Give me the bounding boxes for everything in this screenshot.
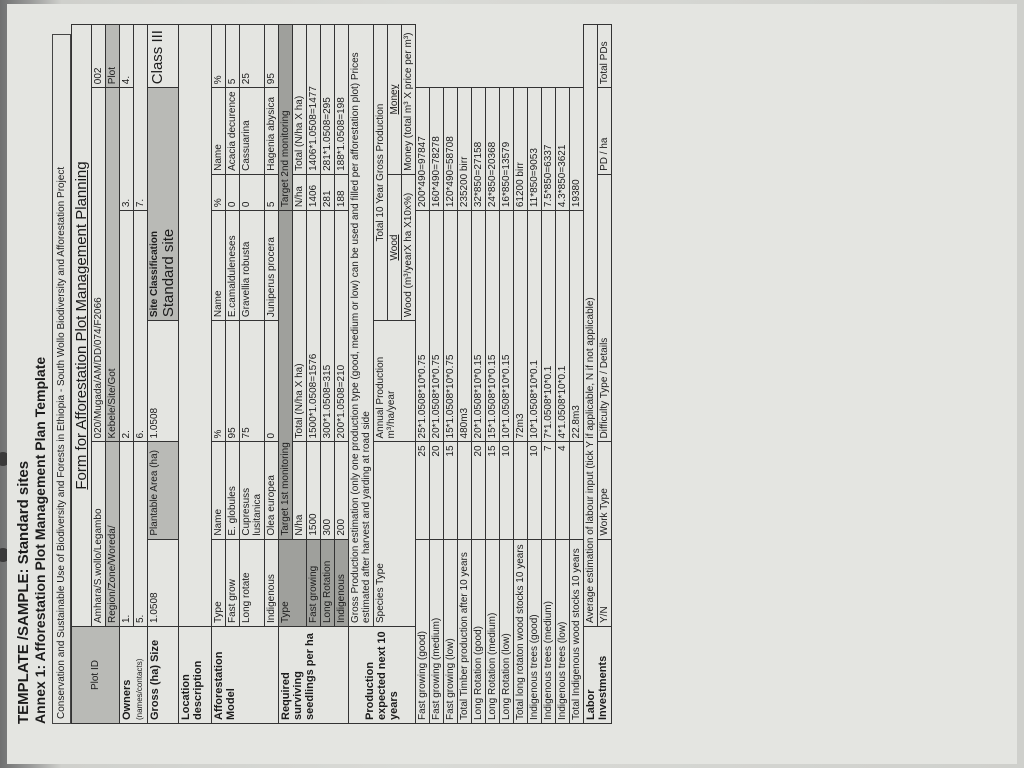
labor-header: Difficulty Type / Details	[598, 174, 612, 442]
production-cell: 15	[486, 442, 500, 539]
production-cell	[458, 442, 472, 539]
production-cell: 10*1.0508*10*0.1	[528, 211, 542, 442]
labor-header: PD / ha	[598, 88, 612, 175]
seed-cell: 300	[321, 442, 335, 539]
wood-header: Wood	[388, 174, 402, 320]
labor-header: Y/N	[598, 539, 612, 626]
plot-form-table	[71, 24, 612, 724]
production-cell: 20*1.0508*10*0.75	[430, 211, 444, 442]
annual-header: Annual Production m³/ha/year	[374, 321, 416, 442]
afm-cell: Gravellia robusta	[240, 211, 265, 321]
seed-cell: 300*1.0508=315	[321, 211, 335, 442]
afm-cell: Long rotate	[240, 539, 265, 626]
afm-header: %	[212, 174, 226, 210]
production-cell: 4*1.0508*10*0.1	[556, 211, 570, 442]
production-cell: 22.8m3	[570, 211, 584, 442]
wood-sub-header: Wood (m³/yearX ha X10x%)	[402, 174, 416, 320]
production-cell: 25*1.0508*10*0.75	[416, 211, 430, 442]
production-cell: Total Indigenous wood stocks 10 years	[570, 539, 584, 723]
location-label: Location description	[179, 627, 212, 724]
production-cell: 19380	[570, 88, 584, 211]
seed-cell: 200*1.0508=210	[335, 211, 349, 442]
seed-cell: 281	[321, 174, 335, 210]
production-row	[500, 25, 514, 724]
seed-cell: 188	[335, 174, 349, 210]
plot-id-label: Plot ID	[72, 627, 120, 724]
labor-header: Work Type	[598, 442, 612, 539]
production-cell: Indigenous trees (low)	[556, 539, 570, 723]
seed-cell: 188*1.0508=198	[335, 25, 349, 175]
production-row	[458, 25, 472, 724]
afforestation-model-label: Afforestation Model	[212, 627, 279, 724]
kebele-value: 020/Mugada/AM/DD/074/F2066	[92, 88, 106, 442]
afm-cell: 5	[226, 25, 240, 88]
afm-header: Type	[212, 539, 226, 626]
production-cell: 10*1.0508*10*0.15	[500, 211, 514, 442]
production-cell: Total long rotaton wood stocks 10 years	[514, 539, 528, 723]
plot-label: Plot	[106, 25, 120, 88]
labor-label: Labor Investments	[584, 627, 612, 724]
production-cell: 24*850=20368	[486, 88, 500, 211]
production-row	[556, 25, 570, 724]
labor-avg: Average estimation of labour input (tick Y if applicable, N if not applicable)	[584, 25, 598, 627]
afm-cell: E. globules	[226, 442, 240, 539]
site-class: Site Classification Standard site	[148, 88, 179, 321]
production-cell: 20*1.0508*10*0.15	[472, 211, 486, 442]
production-cell: Long Rotation (low)	[500, 539, 514, 723]
afm-cell: 95	[226, 321, 240, 442]
production-note: Gross Production estimation (only one production type (good, medium or low) can be used and filled per afforestation plot) Prices estimated after harvest and yarding at road side	[349, 25, 374, 627]
seed-sub-header: N/ha	[293, 442, 307, 539]
production-cell: 15*1.0508*10*0.75	[444, 211, 458, 442]
production-row	[486, 25, 500, 724]
production-cell: 72m3	[514, 211, 528, 442]
afm-cell: E.camalduleneses	[226, 211, 240, 321]
afm-cell: 75	[240, 321, 265, 442]
annex-title: Annex 1: Afforestation Plot Management Plan Template	[32, 356, 48, 724]
production-cell: 4.3*850=3621	[556, 88, 570, 211]
afm-cell: Fast grow	[226, 539, 240, 626]
owner-4: 4.	[120, 25, 134, 88]
seed-type-header: Type	[279, 539, 307, 626]
afm-header: %	[212, 25, 226, 88]
production-row	[514, 25, 528, 724]
production-cell: 10	[528, 442, 542, 539]
production-row	[416, 25, 430, 724]
template-title: TEMPLATE /SAMPLE: Standard sites	[15, 460, 32, 724]
production-cell: Long Rotation (good)	[472, 539, 486, 723]
production-cell: Indigenous trees (medium)	[542, 539, 556, 723]
labor-header: Total PDs	[598, 25, 612, 88]
production-cell: 20	[430, 442, 444, 539]
owner-3: 3.	[120, 88, 134, 211]
afm-cell: 0	[240, 174, 265, 210]
afm-cell: Cupresuss lusitanica	[240, 442, 265, 539]
owner-7: 7.	[134, 25, 148, 211]
production-cell: Total Timber production after 10 years	[458, 539, 472, 723]
plantable-label: Plantable Area (ha)	[148, 442, 179, 539]
class-value: Class III	[148, 25, 179, 88]
seed-cell: Long Rotation	[321, 539, 335, 626]
seed-cell: 1406*1.0508=1477	[307, 25, 321, 175]
kebele-label: Kebele/Site/Got	[106, 88, 120, 442]
afm-cell: 5	[265, 174, 279, 210]
production-row	[472, 25, 486, 724]
seed-cell: 200	[335, 442, 349, 539]
afm-cell: Olea europea	[265, 442, 279, 539]
production-cell: 15	[444, 442, 458, 539]
money-header: Money	[388, 25, 402, 175]
afm-cell: 0	[226, 174, 240, 210]
production-row	[570, 25, 584, 724]
production-cell: 61200 birr	[514, 88, 528, 211]
region-label: Region/Zone/Woreda/	[106, 442, 120, 627]
owner-2: 2.	[120, 211, 134, 442]
afm-header: %	[212, 321, 226, 442]
owner-5: 5.	[134, 442, 148, 627]
production-label: Production expected next 10 years	[349, 627, 416, 724]
plantable-value: 1.0508	[148, 321, 179, 442]
afm-cell: 95	[265, 25, 279, 88]
afm-cell: Indigenous	[265, 539, 279, 626]
species-type-header: Species Type	[374, 442, 416, 627]
production-cell: 480m3	[458, 211, 472, 442]
plot-no-value: 002	[92, 25, 106, 88]
total-gross-header: Total 10 Year Gross Production	[374, 25, 388, 321]
afm-header: Name	[212, 88, 226, 175]
owners-label: Owners (names/contacts)	[120, 627, 148, 724]
seedlings-label: Required surviving seedlings per ha	[279, 627, 349, 724]
production-row	[528, 25, 542, 724]
owner-1: 1.	[120, 442, 134, 627]
seed-sub-header: Total (N/ha X ha)	[293, 211, 307, 442]
production-cell: 120*490=58708	[444, 88, 458, 211]
production-cell: Fast growing (good)	[416, 539, 430, 723]
location-value	[179, 25, 212, 627]
production-cell	[570, 442, 584, 539]
money-sub-header: Money (total m³ X price per m³)	[402, 25, 416, 175]
afm-cell: 25	[240, 25, 265, 88]
production-row	[542, 25, 556, 724]
target-2-header: Target 2nd monitoring	[279, 25, 293, 211]
document-page	[7, 4, 1017, 764]
afm-header: Name	[212, 211, 226, 321]
seed-sub-header: Total (N/ha X ha)	[293, 25, 307, 175]
production-cell: 15*1.0508*10*0.15	[486, 211, 500, 442]
seed-cell: Fast growing	[307, 539, 321, 626]
production-cell: 16*850=13579	[500, 88, 514, 211]
production-cell: 200*490=97847	[416, 88, 430, 211]
production-row	[444, 25, 458, 724]
afm-cell: Hagenia abysica	[265, 88, 279, 175]
gross-size-label: Gross (ha) Size	[148, 627, 179, 724]
seed-cell: 1500*1.0508=1576	[307, 211, 321, 442]
production-cell: 7*1.0508*10*0.1	[542, 211, 556, 442]
afm-cell: 0	[265, 321, 279, 442]
production-cell: 10	[500, 442, 514, 539]
seed-cell: 1406	[307, 174, 321, 210]
production-cell: Fast growing (low)	[444, 539, 458, 723]
production-cell: 4	[556, 442, 570, 539]
production-cell: Long Rotation (medium)	[486, 539, 500, 723]
owner-6: 6.	[134, 211, 148, 442]
afm-cell: Cassuarina	[240, 88, 265, 175]
production-cell: 7	[542, 442, 556, 539]
production-cell	[514, 442, 528, 539]
production-cell: 11*850=9053	[528, 88, 542, 211]
target-1-header: Target 1st monitoring	[279, 211, 293, 539]
production-cell: 7.5*850=6337	[542, 88, 556, 211]
form-title: Form for Afforestation Plot Management Planning	[72, 25, 92, 627]
region-value: Amhara/S.wollo/Legambo	[92, 442, 106, 627]
production-cell: 32*850=27158	[472, 88, 486, 211]
seed-cell: 281*1.0508=295	[321, 25, 335, 175]
production-cell: Fast growing (medium)	[430, 539, 444, 723]
seed-sub-header: N/ha	[293, 174, 307, 210]
production-cell: 160*490=78278	[430, 88, 444, 211]
project-title: Conservation and Sustainable Use of Biodiversity and Forests in Ethiopia - South Wollo Biodiversity and Afforestation Project	[52, 34, 71, 724]
seed-cell: Indigenous	[335, 539, 349, 626]
afm-cell: Acacia decurence	[226, 88, 240, 175]
production-row	[430, 25, 444, 724]
production-cell: 235200 birr	[458, 88, 472, 211]
seed-cell: 1500	[307, 442, 321, 539]
afm-header: Name	[212, 442, 226, 539]
afm-cell: Juniperus procera	[265, 211, 279, 321]
production-cell: 20	[472, 442, 486, 539]
production-cell: Indigenous trees (good)	[528, 539, 542, 723]
size-value: 1.0508	[148, 539, 179, 626]
production-cell: 25	[416, 442, 430, 539]
